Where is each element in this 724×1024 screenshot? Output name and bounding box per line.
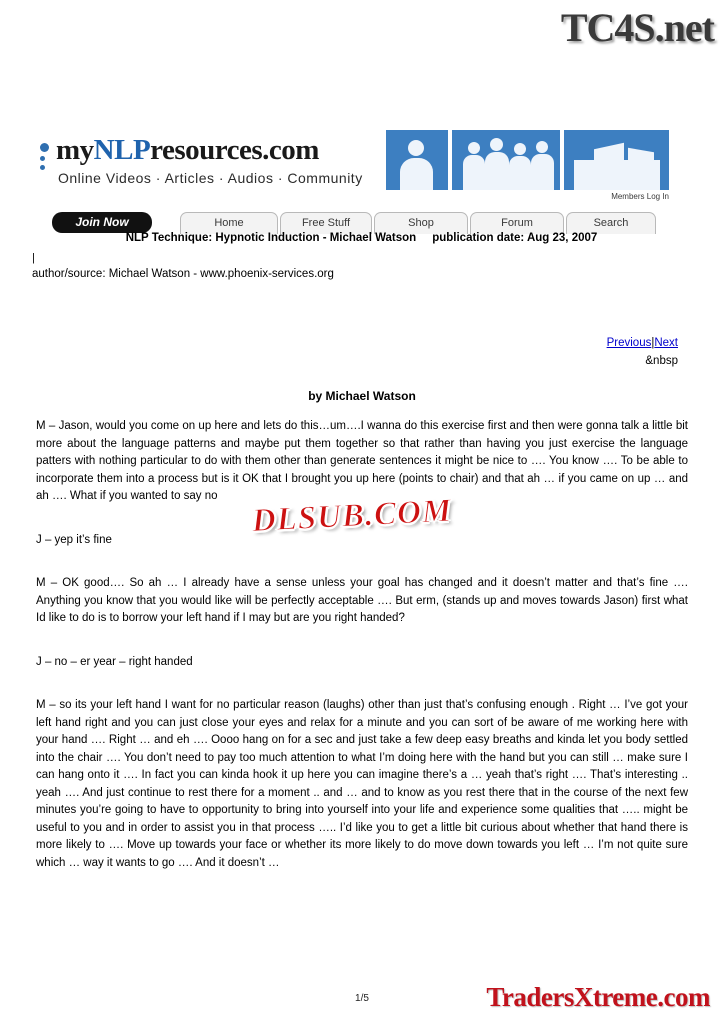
- article-paragraph: M – so its your left hand I want for no particular reason (laughs) other than just that’s confusing enough . Right … I’ve got your left hand right and you can just close your eyes and relax for a minute and you can sort of be aware of me working here with your hand …. Right … and eh …. Oooo hang on for a sec and just take a few deep easy breaths and kinda let you body settled into the chair …. You don’t need to pay too much attention to what I’m doing here with the hand but you can still … make sure I can hang onto it …. In fact you can kinda hook it up here you can imagine there’s a … yeah that’s right …. That’s interesting .. yeah …. And just continue to rest there for a moment .. and … and to know as you rest there that in the course of the next few minutes you’re going to have to opportunity to bring into yourself into your life and experience some qualities that ….. might be useful to you and in order to assist you in that process ….. I’d like you to get a little bit curious about whether that hand there is more likely to …. Move up towards your face or whether its more likely to do move down towards you left … I’m not quite sure which … way it wants to go …. And it doesn’t …: [36, 699, 688, 869]
- logo-resources: resources.com: [150, 134, 319, 166]
- page-indicator: 1/5: [355, 993, 369, 1004]
- join-now-button[interactable]: Join Now: [52, 212, 152, 233]
- logo-dots-icon: [40, 143, 52, 173]
- pipe-separator: |: [32, 252, 35, 264]
- article-paragraph: M – Jason, would you come on up here and lets do this…um….I wanna do this exercise first and then were gonna talk a little bit more about the language patterns and maybe put them together so that rather than having you just exercise the language patters with nothing particular to do with them other than generate sentences it might be nice to …. You know …. To be able to incorporate them into a process but is it OK that I brought you up here (points to chair) and that ah … if you came on up … and ah …. What if you wanted to say no: [36, 420, 688, 502]
- logo-my: my: [56, 134, 94, 166]
- pagination-separator: |: [651, 337, 655, 349]
- article-title-text: NLP Technique: Hypnotic Induction - Michael Watson: [125, 232, 417, 244]
- nav-tab-forum[interactable]: Forum: [470, 212, 564, 234]
- tradersxtreme-watermark: TradersXtreme.com: [486, 982, 710, 1012]
- site-logo[interactable]: [34, 130, 379, 194]
- header-photo-landscape: [564, 130, 669, 190]
- article-title: [34, 232, 689, 244]
- nbsp-text: &nbsp: [645, 355, 678, 367]
- dlsub-watermark-text: DLSUB.COM: [250, 492, 454, 540]
- article-paragraph: J – no – er year – right handed: [36, 655, 193, 668]
- nav-tab-shop[interactable]: Shop: [374, 212, 468, 234]
- pagination-links: [607, 337, 678, 349]
- nav-tab-home[interactable]: Home: [180, 212, 278, 234]
- members-login-link[interactable]: Members Log In: [611, 192, 669, 201]
- article-publication-date: publication date: Aug 23, 2007: [432, 232, 598, 244]
- nav-tab-search[interactable]: Search: [566, 212, 656, 234]
- logo-wordmark: [56, 134, 319, 167]
- header-photo-person: [386, 130, 448, 190]
- site-header-banner: [34, 130, 669, 235]
- tc4s-watermark: TC4S.net: [560, 5, 714, 50]
- article-paragraph: J – yep it’s fine: [36, 533, 112, 546]
- previous-link[interactable]: Previous: [606, 337, 652, 349]
- header-photo-group: [452, 130, 560, 190]
- logo-nlp: NLP: [93, 134, 151, 166]
- nav-tab-free-stuff[interactable]: Free Stuff: [280, 212, 372, 234]
- article-paragraph: M – OK good…. So ah … I already have a sense unless your goal has changed and it doesn’t matter and that’s fine …. Anything you know that you would like will be perfectly acceptable …. But erm, (stands up and moves towards Jason) first what Id like to do is to borrow your left hand if I may but are you right handed?: [36, 577, 688, 624]
- article-byline: by Michael Watson: [308, 389, 416, 403]
- next-link[interactable]: Next: [654, 337, 678, 349]
- article-body: [36, 418, 688, 898]
- logo-tagline: Online Videos · Articles · Audios · Community: [58, 170, 363, 186]
- article-author-source: author/source: Michael Watson - www.phoenix-services.org: [32, 268, 334, 280]
